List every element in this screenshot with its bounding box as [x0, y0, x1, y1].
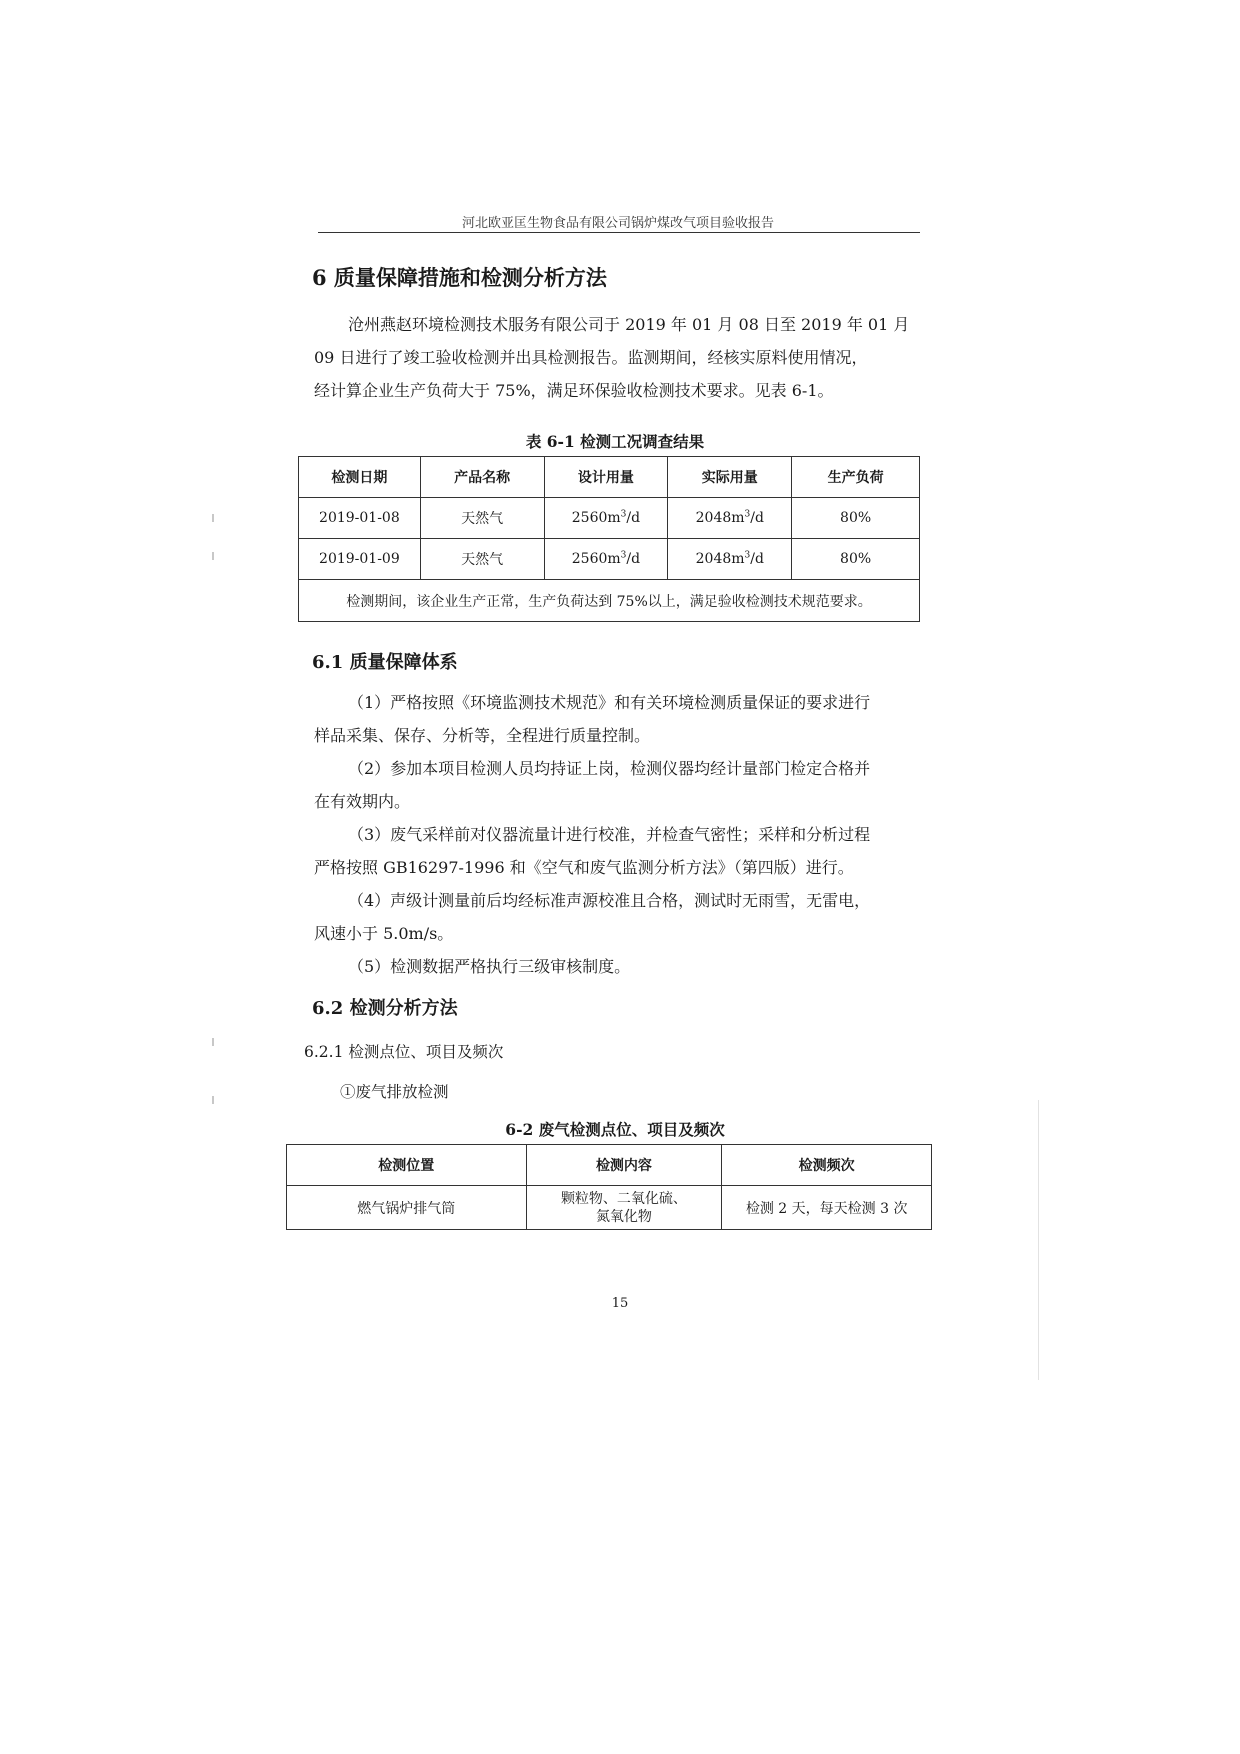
header-cell: 检测位置: [287, 1145, 527, 1186]
scan-mark: [212, 1038, 214, 1046]
load-cell: 80%: [792, 498, 920, 539]
section-6-2-heading: 6.2 检测分析方法: [312, 998, 458, 1019]
table-6-2: [286, 1144, 932, 1230]
header-cell: 产品名称: [420, 457, 544, 498]
table-note-row: [299, 580, 920, 622]
table-note: 检测期间，该企业生产正常，生产负荷达到 75%以上，满足验收检测技术规范要求。: [299, 580, 920, 622]
header-rule: [318, 232, 920, 233]
quality-item: （4）声级计测量前后均经标准声源校准且合格，测试时无雨雪，无雷电， 风速小于 5.0m/s。: [314, 891, 871, 943]
table-row: [287, 1186, 932, 1230]
quality-item: （1）严格按照《环境监测技术规范》和有关环境检测质量保证的要求进行 样品采集、保存、分析等，全程进行质量控制。: [314, 693, 871, 745]
table-header-row: [299, 457, 920, 498]
header-cell: 检测内容: [526, 1145, 722, 1186]
section-6-intro: [314, 308, 922, 407]
product-cell: 天然气: [420, 539, 544, 580]
page-number: 15: [611, 1296, 629, 1311]
exhaust-item: ①废气排放检测: [340, 1083, 449, 1101]
header-cell: 设计用量: [544, 457, 668, 498]
table-6-1: [298, 456, 920, 622]
table-6-2-caption: 6-2 废气检测点位、项目及频次: [505, 1120, 725, 1139]
intro-line: 09 日进行了竣工验收检测并出具检测报告。监测期间，经核实原料使用情况，: [314, 348, 868, 367]
design-cell: $2560m^3/d$: [544, 539, 668, 580]
quality-item: （2）参加本项目检测人员均持证上岗，检测仪器均经计量部门检定合格并 在有效期内。: [314, 759, 871, 811]
table-row: [299, 539, 920, 580]
scan-edge-line: [1038, 1100, 1039, 1380]
section-6-1-heading: 6.1 质量保障体系: [312, 652, 458, 673]
intro-line: 经计算企业生产负荷大于 75%，满足环保验收检测技术要求。见表 6-1。: [314, 381, 834, 400]
quality-item: （5）检测数据严格执行三级审核制度。: [348, 957, 631, 976]
intro-line: 沧州燕赵环境检测技术服务有限公司于 2019 年 01 月 08 日至 2019 年 01 月: [348, 315, 910, 334]
scan-mark: [212, 1096, 214, 1104]
header-cell: 生产负荷: [792, 457, 920, 498]
actual-cell: $2048m^3/d$: [668, 498, 792, 539]
date-cell: 2019-01-08: [299, 498, 421, 539]
product-cell: 天然气: [420, 498, 544, 539]
content-cell: 颗粒物、二氧化硫、 氮氧化物: [526, 1186, 722, 1230]
quality-item: （3）废气采样前对仪器流量计进行校准，并检查气密性；采样和分析过程 严格按照 GB16297-1996 和《空气和废气监测分析方法》（第四版）进行。: [314, 825, 871, 877]
location-cell: 燃气锅炉排气筒: [287, 1186, 527, 1230]
subsection-6-2-1: 6.2.1 检测点位、项目及频次: [304, 1043, 504, 1061]
table-row: [299, 498, 920, 539]
scan-mark: [212, 552, 214, 560]
section-6-heading: 6 质量保障措施和检测分析方法: [312, 265, 607, 290]
design-cell: $2560m^3/d$: [544, 498, 668, 539]
running-header: 河北欧亚匡生物食品有限公司锅炉煤改气项目验收报告: [461, 216, 774, 231]
header-cell: 实际用量: [668, 457, 792, 498]
actual-cell: $2048m^3/d$: [668, 539, 792, 580]
scan-mark: [212, 514, 214, 522]
date-cell: 2019-01-09: [299, 539, 421, 580]
table-6-1-caption: 表 6-1 检测工况调查结果: [525, 432, 705, 451]
frequency-cell: 检测 2 天，每天检测 3 次: [722, 1186, 932, 1230]
header-cell: 检测日期: [299, 457, 421, 498]
load-cell: 80%: [792, 539, 920, 580]
table-header-row: [287, 1145, 932, 1186]
header-cell: 检测频次: [722, 1145, 932, 1186]
